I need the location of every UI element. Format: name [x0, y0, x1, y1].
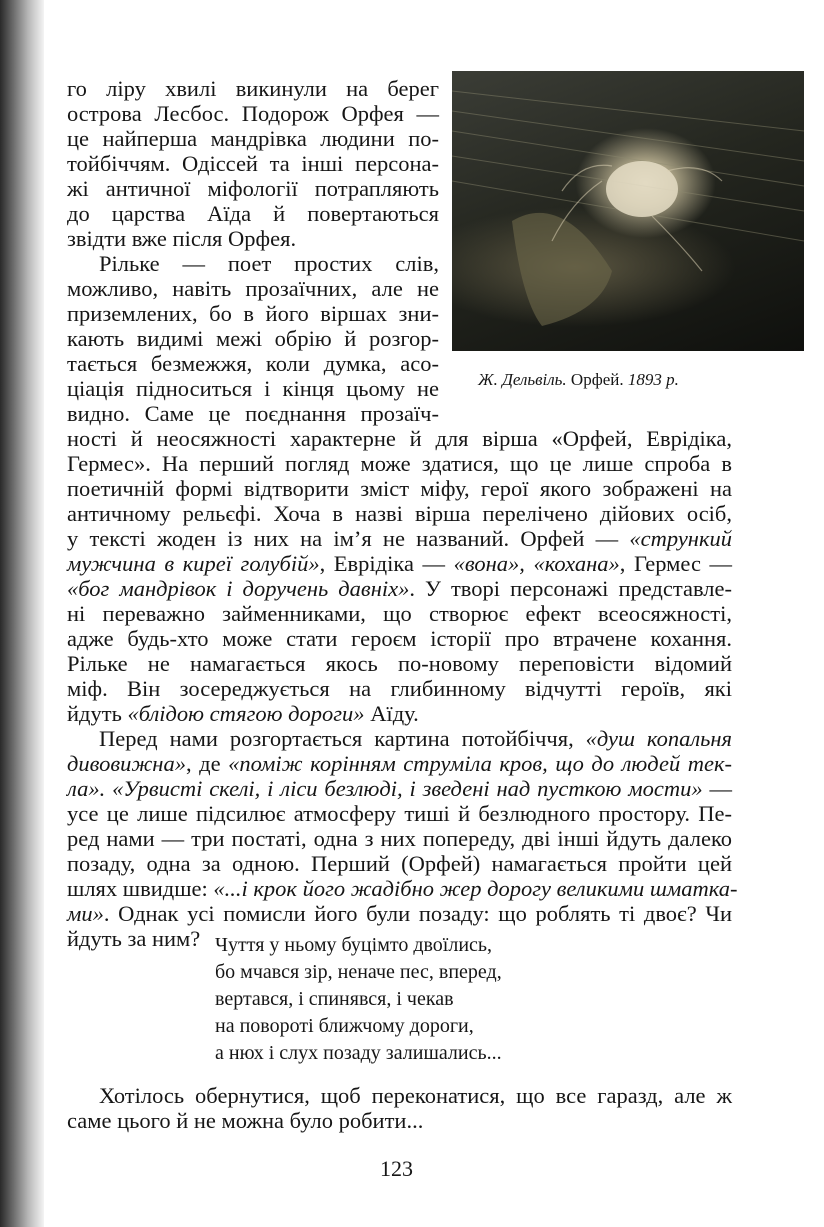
orpheus-painting — [452, 71, 804, 351]
text-line: острова Лесбос. Подорож Орфея — — [67, 101, 439, 126]
text-line: Перед нами розгортається картина потойбіччя, «душ копальня — [99, 726, 732, 751]
caption-year: 1893 р. — [627, 370, 679, 389]
text-line: «бог мандрівок і доручень давніх». У творі персонажі представле- — [67, 576, 732, 601]
poem-line: бо мчався зір, неначе пес, вперед, — [215, 961, 502, 983]
text-line: видно. Саме це поєднання прозаїч- — [67, 401, 439, 426]
poem-quote — [215, 932, 502, 1067]
text-line: у тексті жоден із них на ім’я не названий. Орфей — «стрункий — [67, 526, 732, 551]
text-line: ми». Однак усі помисли його були позаду: що роблять ті двоє? Чи — [67, 901, 732, 926]
text-line: це найперша мандрівка людини по- — [67, 126, 439, 151]
text-line: дивовижна», де «поміж корінням струміла кров, що до людей тек- — [67, 751, 733, 776]
text-line: мужчина в киреї голубій», Еврідіка — «вона», «кохана», Гермес — — [67, 551, 732, 576]
text-line: саме цього й не можна було робити... — [67, 1108, 424, 1133]
text-line: античному рельєфі. Хоча в назві вірша перелічено дійових осіб, — [67, 501, 732, 526]
text-line: поетичній формі відтворити зміст міфу, герої якого зображені на — [67, 476, 732, 501]
text-line: звідти вже після Орфея. — [67, 226, 297, 251]
text-line: шлях швидше: «...і крок його жадібно жер дорогу великими шматка- — [67, 876, 738, 901]
poem-line: вертався, і спинявся, і чекав — [215, 988, 454, 1010]
text-line: йдуть за ним? — [67, 926, 201, 951]
text-line: Рільке — поет простих слів, — [99, 251, 439, 276]
text-line: адже будь-хто може стати героєм історії про втрачене кохання. — [67, 626, 732, 651]
book-spine-shadow — [0, 0, 44, 1227]
poem-line: Чуття у ньому буцімто двоїлись, — [215, 934, 493, 956]
text-line: ред нами — три постаті, одна з них попереду, дві інші йдуть далеко — [67, 826, 732, 851]
text-line: позаду, одна за одною. Перший (Орфей) намагається пройти цей — [67, 851, 732, 876]
text-line: тойбіччям. Одіссей та інші персона- — [67, 151, 439, 176]
text-line: го ліру хвилі викинули на берег — [67, 76, 439, 101]
text-line: Гермес». На перший погляд може здатися, що це лише спроба в — [67, 451, 732, 476]
caption-author: Ж. Дельвіль. — [478, 370, 567, 389]
text-line: йдуть «блідою стягою дороги» Аїду. — [67, 701, 419, 726]
text-line: до царства Аїда й повертаються — [67, 201, 439, 226]
poem-line: на повороті ближчому дороги, — [215, 1015, 474, 1037]
figure-caption — [478, 370, 679, 390]
text-line: ності й неосяжності характерне й для вірша «Орфей, Еврідіка, — [67, 426, 732, 451]
poem-line: а нюх і слух позаду залишались... — [215, 1042, 502, 1064]
text-line: Рільке не намагається якось по-новому переповісти відомий — [67, 651, 732, 676]
page-number: 123 — [380, 1156, 413, 1181]
text-line: можливо, навіть прозаїчних, але не — [67, 276, 439, 301]
caption-title: Орфей. — [570, 370, 624, 389]
text-line: усе це лише підсилює атмосферу тиші й безлюдного простору. Пе- — [67, 801, 732, 826]
text-line: жі античної міфології потрапляють — [67, 176, 439, 201]
text-line: тається безмежжя, коли думка, асо- — [67, 351, 439, 376]
text-line: ціація підноситься і кінця цьому не — [67, 376, 439, 401]
text-line: кають видимі межі обрію й розгор- — [67, 326, 439, 351]
text-line: приземлених, бо в його віршах зни- — [67, 301, 439, 326]
text-line: Хотілось обернутися, щоб переконатися, що все гаразд, але ж — [99, 1083, 732, 1108]
text-line: ні переважно займенниками, що створює ефект всеосяжності, — [67, 601, 732, 626]
text-line: міф. Він зосереджується на глибинному відчутті героїв, які — [67, 676, 732, 701]
text-line: ла». «Урвисті скелі, і ліси безлюді, і зведені над пусткою мости» — — [67, 776, 732, 801]
